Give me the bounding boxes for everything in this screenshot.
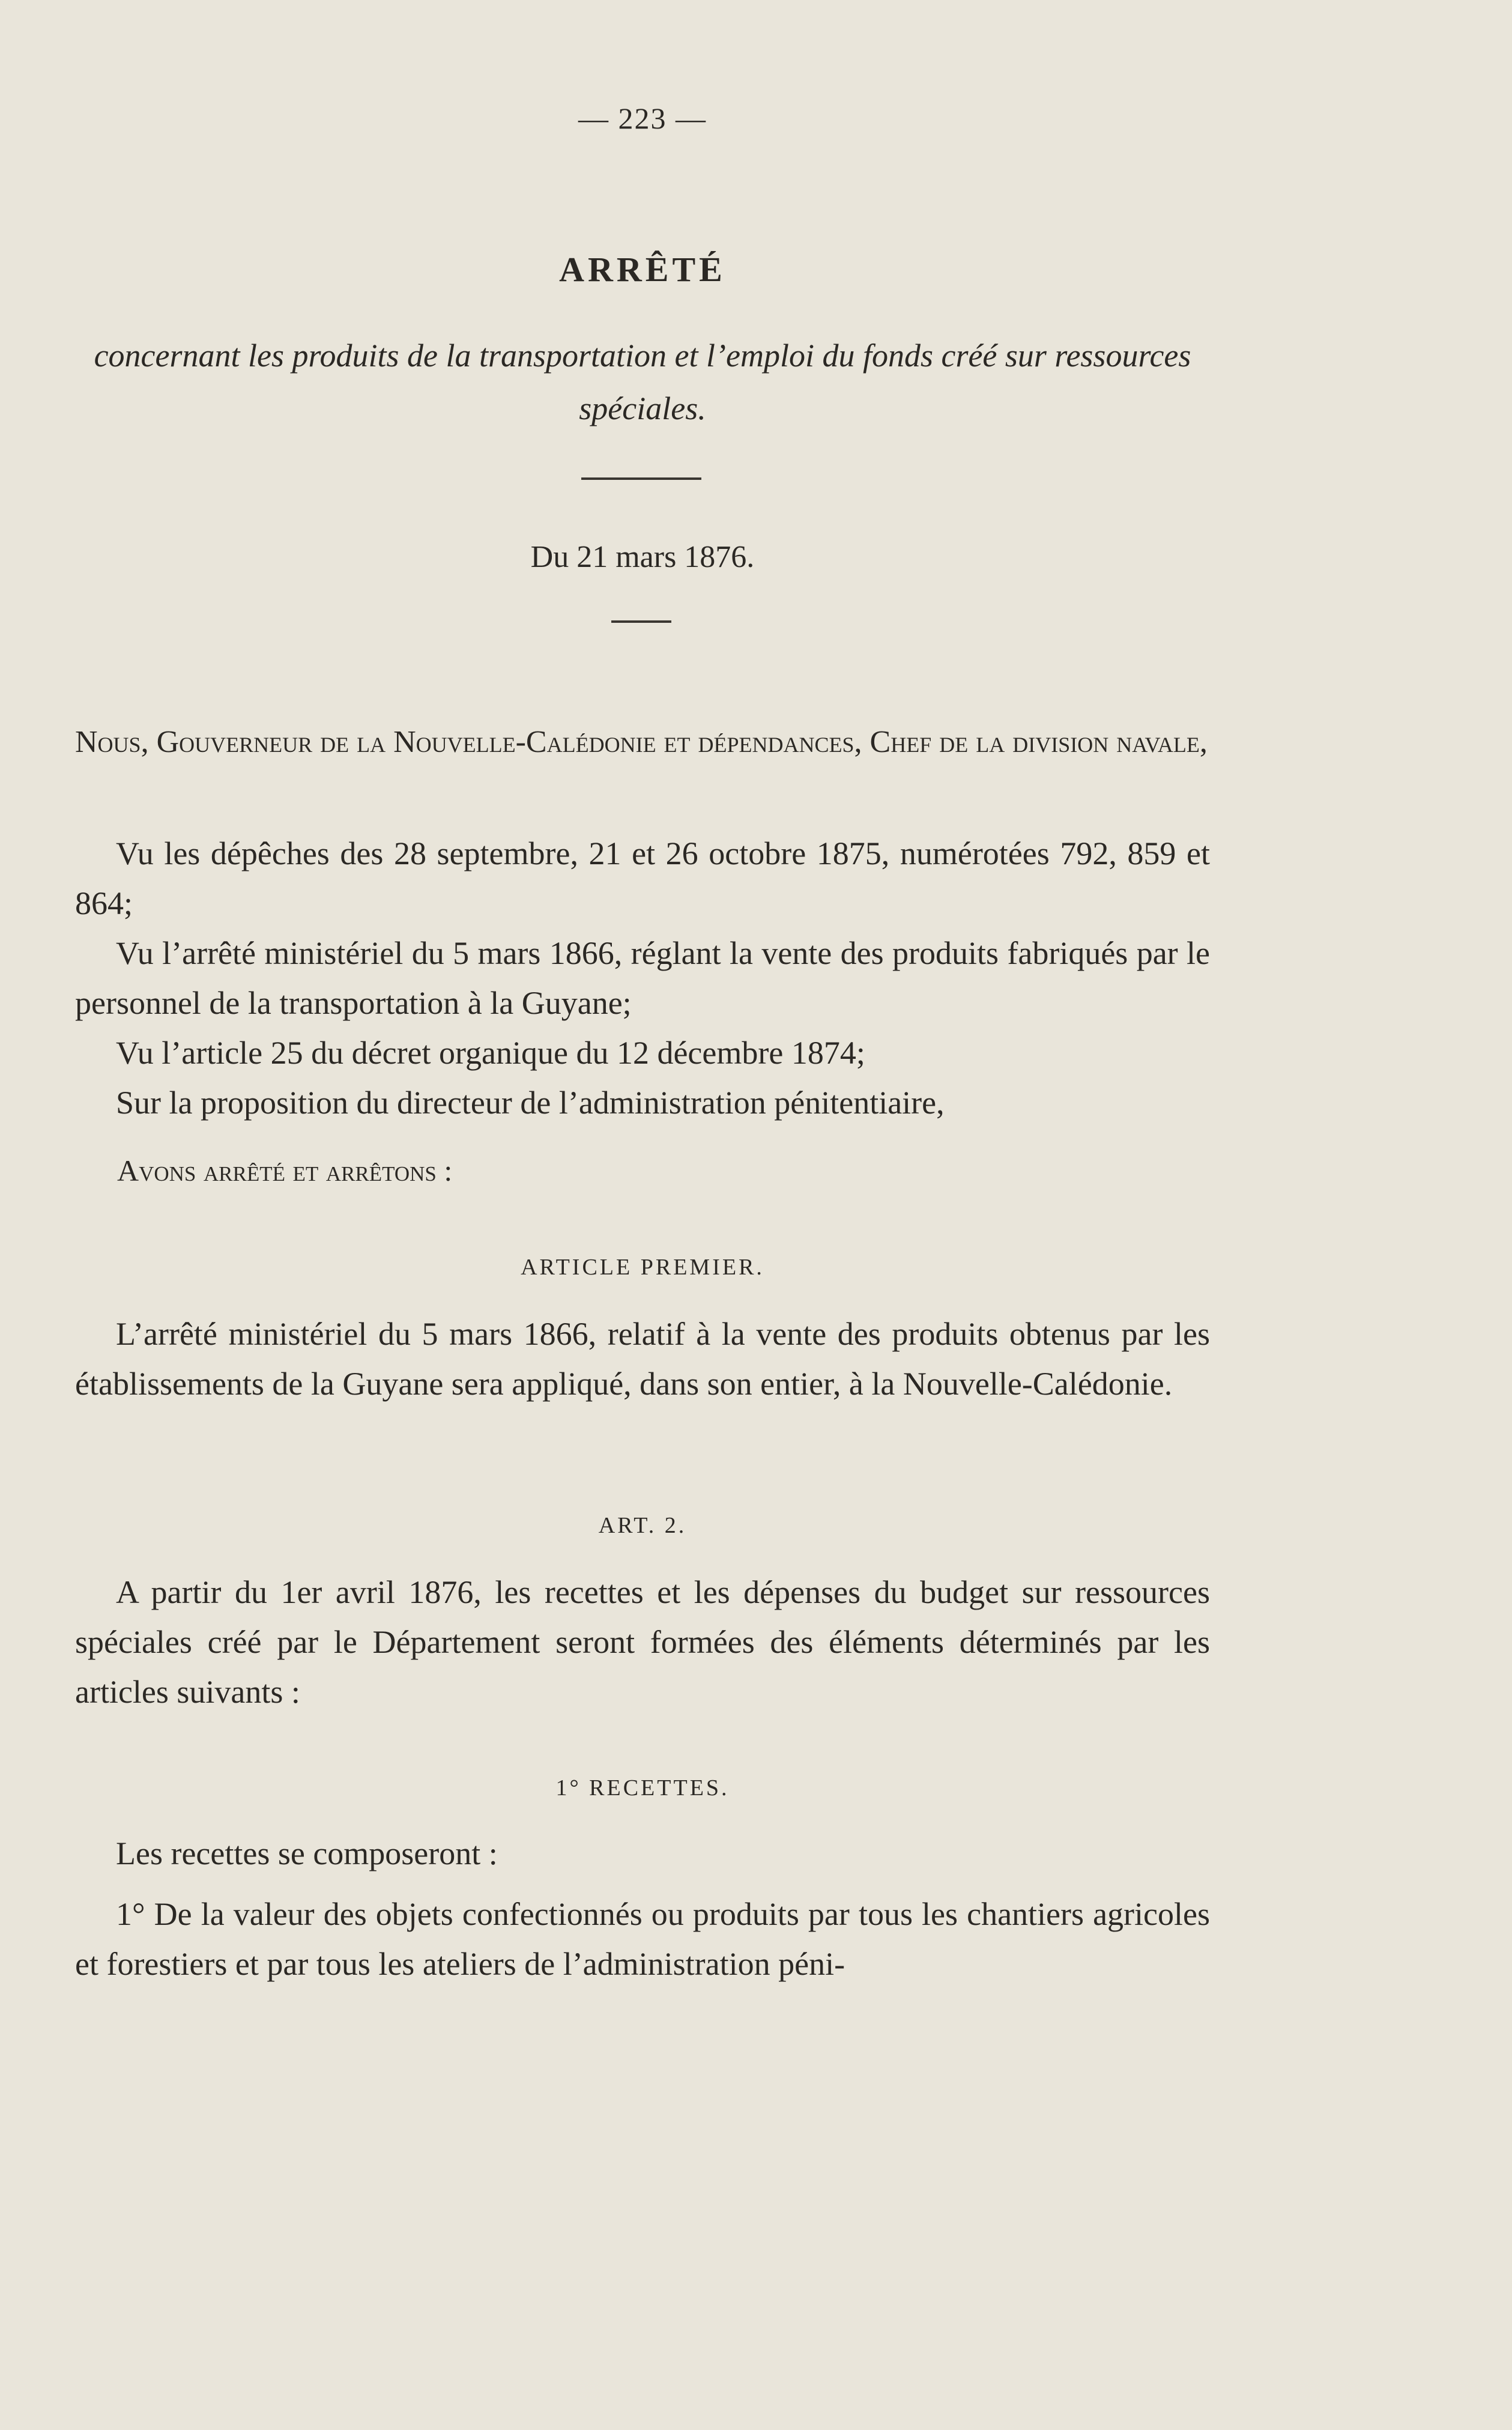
decree-formula: Avons arrêté et arrêtons : bbox=[117, 1154, 453, 1187]
consideration-item: Vu les dépêches des 28 septembre, 21 et 26 octobre 1875, numérotées 792, 859 et 864; bbox=[75, 835, 1210, 921]
considerations bbox=[75, 829, 1210, 1128]
article-2-text: A partir du 1er avril 1876, les recettes et les dépenses du budget sur ressources spéciales créé par le Département seront formées des éléments déterminés par les articles suivants : bbox=[75, 1574, 1210, 1710]
divider bbox=[581, 477, 701, 480]
article-heading: ARTICLE PREMIER. bbox=[521, 1255, 764, 1280]
page-number: — 223 — bbox=[578, 102, 707, 135]
consideration-item: Sur la proposition du directeur de l’administration pénitentiaire, bbox=[116, 1085, 945, 1121]
page-title: ARRÊTÉ bbox=[559, 250, 726, 289]
consideration-item: Vu l’article 25 du décret organique du 12 décembre 1874; bbox=[116, 1035, 865, 1071]
divider bbox=[611, 620, 671, 623]
decree-date: Du 21 mars 1876. bbox=[530, 540, 755, 574]
subtitle: concernant les produits de la transportation et l’emploi du fonds créé sur ressources spéciales. bbox=[94, 338, 1191, 426]
consideration-item: Vu l’arrêté ministériel du 5 mars 1866, réglant la vente des produits fabriqués par le personnel de la transportation à la Guyane; bbox=[75, 935, 1210, 1021]
article-heading: ART. 2. bbox=[598, 1513, 687, 1538]
section-heading: 1° RECETTES. bbox=[555, 1775, 730, 1801]
preamble: Nous, Gouverneur de la Nouvelle-Calédonie et dépendances, Chef de la division navale, bbox=[75, 725, 1208, 759]
article-1-text: L’arrêté ministériel du 5 mars 1866, relatif à la vente des produits obtenus par les établissements de la Guyane sera appliqué, dans son entier, à la Nouvelle-Calédonie. bbox=[75, 1316, 1210, 1402]
section-1-text: Les recettes se composeront : 1° De la valeur des objets confectionnés ou produits par tous les chantiers agricoles et forestiers et par tous les ateliers de l’administration péni- bbox=[75, 1835, 1210, 1982]
